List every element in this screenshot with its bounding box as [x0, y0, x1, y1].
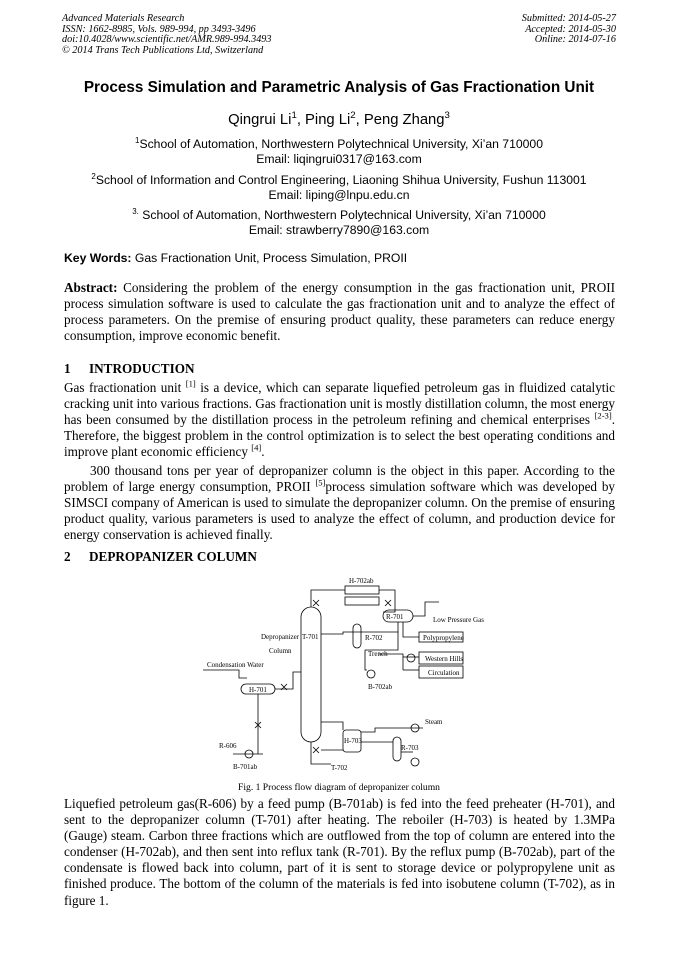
keywords	[64, 251, 616, 265]
citation: [1]	[185, 378, 196, 389]
journal-name: Advanced Materials Research	[62, 13, 185, 24]
affiliation-email: Email: strawberry7890@163.com	[248, 222, 430, 237]
label-trench: Trench	[368, 650, 388, 658]
affiliation-text: School of Automation, Northwestern Polytechnical University, Xi’an 710000	[138, 208, 546, 222]
section-title: INTRODUCTION	[89, 361, 195, 376]
text-run: is a device, which can separate liquefied petroleum gas in fluidized catalytic cracking unit into various fractions. Gas fractionation unit is mostly distillation column, the most energy has been consumed by the distillation process in the petroleum refining and chemical enterprises	[64, 380, 615, 428]
issn: ISSN: 1662-8985, Vols. 989-994, pp 3493-3496	[62, 23, 256, 35]
process-flow-diagram	[203, 572, 484, 782]
doi: doi:10.4028/www.scientific.net/AMR.989-994.3493	[62, 34, 272, 46]
affiliation-3	[0, 208, 678, 238]
journal-header-right	[522, 14, 616, 46]
affiliation-text: School of Automation, Northwestern Polytechnical University, Xi’an 710000	[139, 137, 543, 151]
accepted-date: Accepted: 2014-05-30	[525, 23, 616, 35]
label-b702ab: B-702ab	[368, 683, 393, 691]
label-h703: H-703	[344, 737, 362, 745]
citation: [5]	[315, 477, 326, 488]
author-name: Peng Zhang	[363, 112, 445, 128]
submitted-date: Submitted: 2014-05-27	[521, 13, 616, 24]
affiliation-email: Email: liqingrui0317@163.com	[256, 151, 422, 166]
label-r702: R-702	[365, 634, 383, 642]
label-t702: T-702	[331, 764, 348, 772]
abstract	[64, 280, 615, 344]
label-western-hills: Western Hills	[425, 655, 464, 663]
section-number: 1	[64, 361, 71, 376]
keywords-label: Key Words:	[64, 251, 132, 265]
abstract-label: Abstract:	[64, 280, 118, 295]
label-low-pressure-gas: Low Pressure Gas	[433, 616, 484, 624]
t701-column	[301, 607, 321, 742]
online-date: Online: 2014-07-16	[534, 34, 616, 46]
label-r701: R-701	[386, 613, 404, 621]
label-depropanizer: Depropanizer	[261, 633, 300, 641]
label-t701: T-701	[302, 633, 319, 641]
affiliation-sup: 1	[135, 135, 140, 145]
intro-paragraph-1	[64, 380, 615, 460]
label-r703: R-703	[401, 744, 419, 752]
author-name: Qingrui Li	[228, 112, 292, 128]
label-steam: Steam	[425, 718, 443, 726]
label-condensation-water: Condensation Water	[207, 661, 264, 669]
author-sup: 1	[291, 110, 297, 122]
section-title: DEPROPANIZER COLUMN	[89, 549, 257, 564]
r703-vessel	[393, 737, 401, 761]
keywords-text: Gas Fractionation Unit, Process Simulation, PROII	[134, 251, 408, 265]
affiliation-sup: 2	[91, 171, 96, 181]
r702-vessel	[353, 624, 361, 648]
copyright: © 2014 Trans Tech Publications Ltd, Switzerland	[62, 44, 264, 56]
author-sup: 2	[350, 110, 356, 122]
text-run: 300 thousand tons per year of depropanizer column is the object in this paper. According to the problem of large energy consumption, PROII	[64, 463, 615, 495]
label-b701ab: B-701ab	[233, 763, 258, 771]
label-polypropylene: Polypropylene	[423, 634, 464, 642]
text-run: . Therefore, the biggest problem in the control optimization is to select the best operating conditions and improve plant economic efficiency	[64, 412, 615, 460]
author-sup: 3	[444, 110, 450, 122]
abstract-text: Considering the problem of the energy consumption in the gas fractionation unit, PROII process simulation software is used to calculate the gas fractionation unit and to analyze the effect of process parameters. On the premise of ensuring product quality, these parameters can reduce energy consumption, improve economic benefit.	[64, 280, 616, 344]
journal-header-left	[62, 14, 271, 56]
label-h702ab: H-702ab	[349, 577, 374, 585]
h702ab-condenser	[345, 586, 379, 594]
affiliation-email: Email: liping@lnpu.edu.cn	[268, 187, 410, 202]
affiliation-text: School of Information and Control Engineering, Liaoning Shihua University, Fushun 113001	[95, 173, 587, 187]
citation: [2-3]	[594, 410, 612, 421]
text-run: process simulation software which was developed by SIMSCI company of American is used to simulate the depropanizer column. On the premise of ensuring product quality, various parameters is used to analyze the effect of column, and production device for energy conservation is achieved finally.	[64, 479, 616, 543]
intro-paragraph-2	[64, 463, 615, 543]
affiliation-2	[0, 173, 678, 203]
text-run: Gas fractionation unit	[64, 380, 186, 395]
affiliation-1	[0, 137, 678, 167]
label-column: Column	[269, 647, 292, 655]
section-heading-2	[64, 549, 257, 565]
figure-caption: Fig. 1 Process flow diagram of depropanizer column	[238, 782, 440, 793]
label-r606: R-606	[219, 742, 237, 750]
label-h701: H-701	[249, 686, 267, 694]
text-run: .	[261, 444, 265, 460]
paper-title: Process Simulation and Parametric Analysis of Gas Fractionation Unit	[83, 79, 595, 96]
label-circulation: Circulation	[428, 669, 460, 677]
section-number: 2	[64, 549, 71, 564]
citation: [4]	[251, 442, 262, 453]
section-heading-1	[64, 361, 195, 377]
section2-paragraph: Liquefied petroleum gas(R-606) by a feed pump (B-701ab) is fed into the feed preheater (H-701), and sent to the depropanizer column (T-701) after heating. The reboiler (H-703) is heated by 1.3MPa (Gauge) steam. Carbon three fractions which are outflowed from the top of column are entered into the condenser (H-702ab), and then sent into reflux tank (R-701). By the reflux pump (B-702ab), part of the condensate is flowed back into column, part of it is sent to storage device or polypropylene unit as finished produce. The bottom of the column of the materials is fed into isobutene column (T-702), as in figure 1.	[64, 796, 615, 908]
author-name: Ping Li	[305, 112, 351, 128]
affiliation-sup: 3.	[132, 206, 139, 216]
author-list: Qingrui Li$^1$, Ping Li$^2$, Peng Zhang$^3$	[228, 110, 450, 128]
